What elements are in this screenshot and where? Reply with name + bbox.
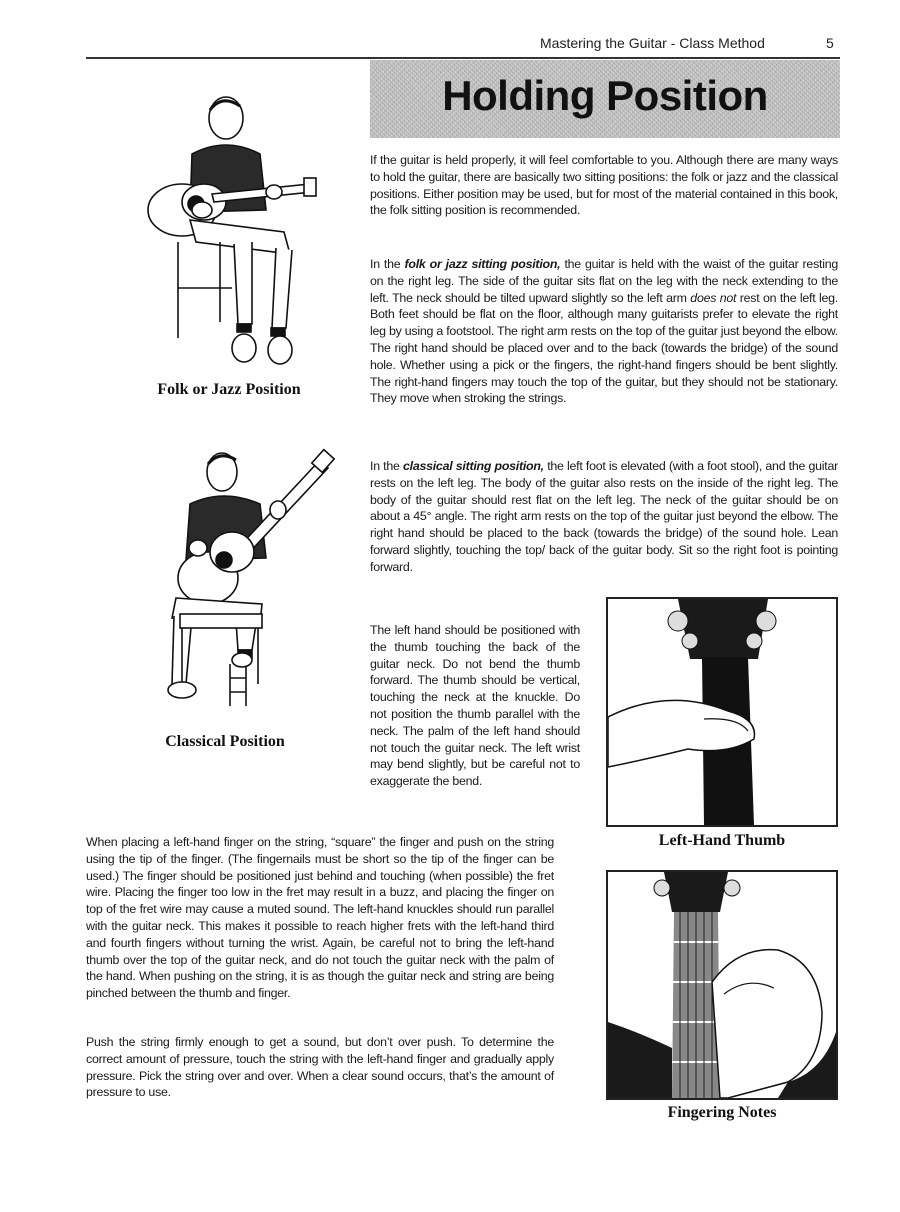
- page-number: 5: [826, 35, 834, 51]
- folk-text-2: rest on the left leg. Both feet should be flat on the floor, although many guitarists prefer to elevate the right leg by using a footstool. The right arm rests on the top of the guitar just beyond the elbow. The right hand should be placed over and to the back (towards the bridge) of the sound hole. Whether using a pick or the fingers, the right-hand fingers should be bent slightly. The right-hand fingers may touch the top of the guitar, but they should not be stationary. They move when stroking the strings.: [370, 290, 838, 406]
- finger-on-fret-drawing: [608, 872, 836, 1098]
- folk-guitarist-drawing: [134, 92, 324, 372]
- fingering-notes-photo: [606, 870, 838, 1100]
- title-banner: [370, 60, 840, 138]
- thumb-paragraph: The left hand should be positioned with the thumb touching the back of the guitar neck. Do not bend the thumb forward. The thumb should be vertical, touching the neck at the knuckle. Do not position the thumb parallel with the neck. The palm of the left hand should not touch the guitar neck. The left wrist may bend slightly, but be careful not to exaggerate the bend.: [370, 623, 580, 789]
- running-title: Mastering the Guitar - Class Method: [540, 35, 765, 51]
- intro-paragraph: If the guitar is held properly, it will feel comfortable to you. Although there are many ways to hold the guitar, there are basically two sitting positions: the folk or jazz and the classical positions. Either position may be used, but for most of the material contained in this book, the folk sitting position is recommended.: [370, 153, 838, 218]
- folk-text-1: the guitar is held with the waist of the guitar resting on the right leg. The side of the guitar sits flat on the leg with the neck extending to the left. The neck should be tilted upward slightly so the left arm: [370, 257, 838, 305]
- classical-paragraph: [370, 458, 838, 576]
- folk-position-illustration: [134, 92, 324, 372]
- classical-text: the left foot is elevated (with a foot stool), and the guitar rests on the left leg. The body of the guitar also rests on the inside of the right leg. The body of the guitar should rest flat on the left leg. The neck of the guitar should be on about a 45° angle. The right arm rests on the top of the guitar just beyond the elbow. The right hand should be placed to the back (towards the bridge) of the sound hole. Lean forward slightly, touching the top/ back of the guitar body. Sit so the right foot is pointing forward.: [370, 459, 838, 574]
- caption-folk-position: Folk or Jazz Position: [157, 381, 301, 398]
- folk-emphasis: does not: [690, 290, 737, 305]
- classical-term: classical sitting position,: [402, 459, 544, 473]
- pressure-paragraph: Push the string firmly enough to get a sound, but don’t over push. To determine the correct amount of pressure, touch the string with the left-hand finger and gradually apply pressure. Pick the string over and over. When a clear sound occurs, that’s the amount of pressure to use.: [86, 1035, 554, 1100]
- folk-lead: In the: [370, 257, 405, 271]
- classical-guitarist-drawing: [146, 448, 336, 718]
- left-hand-thumb-photo: [606, 597, 838, 827]
- classical-position-illustration: [146, 448, 336, 718]
- caption-fingering-notes: Fingering Notes: [667, 1104, 777, 1121]
- caption-left-hand-thumb: Left-Hand Thumb: [658, 832, 786, 849]
- page-title: Holding Position: [442, 72, 768, 119]
- folk-term: folk or jazz sitting position,: [404, 257, 561, 271]
- folk-paragraph: [370, 256, 838, 407]
- classical-lead: In the: [370, 459, 403, 473]
- fingering-paragraph: When placing a left-hand finger on the string, “square” the finger and push on the string using the tip of the finger. (The fingernails must be short so the tip of the finger can be used.) The finger should be positioned just behind and touching (when possible) the fret wire. Placing the finger too low in the fret may result in a buzz, and placing the finger on top of the fret wire may cause a muted sound. The left-hand knuckles should run parallel with the guitar neck. This makes it possible to reach higher frets with the left-hand third and fourth fingers without turning the wrist. Again, be careful not to bring the left-hand thumb over the top of the guitar neck, and do not touch the guitar neck with the palm of the hand. When pushing on the string, it is as though the guitar neck and string are being pinched between the thumb and finger.: [86, 835, 554, 1001]
- header-rule: [86, 57, 840, 59]
- thumb-on-neck-drawing: [608, 599, 836, 825]
- caption-classical-position: Classical Position: [165, 733, 285, 750]
